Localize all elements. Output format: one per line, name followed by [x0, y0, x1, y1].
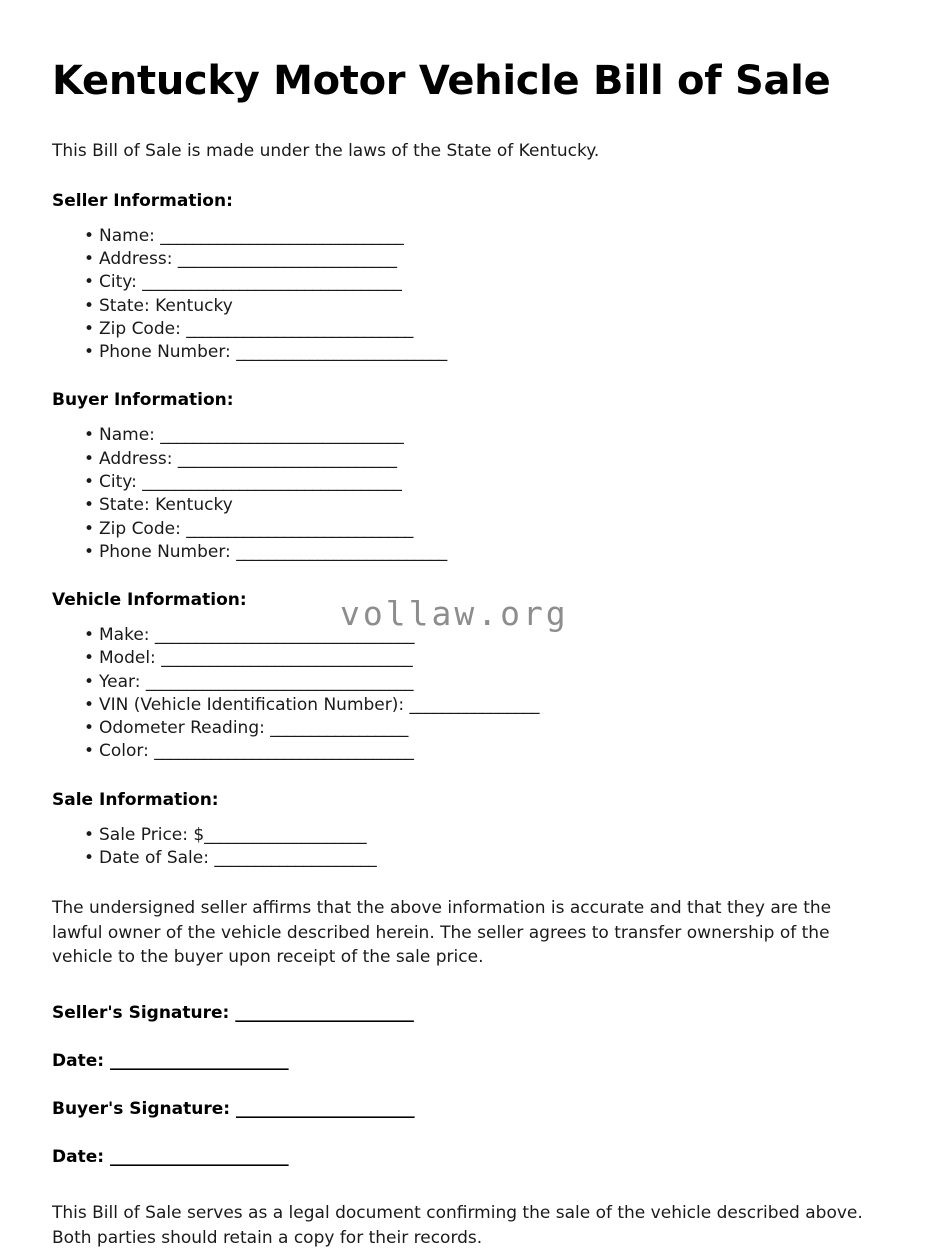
seller-date-blank[interactable]: ______________________	[109, 1051, 289, 1072]
buyer-date-blank[interactable]: ______________________	[109, 1147, 289, 1168]
field-blank[interactable]: ________________________________	[142, 272, 402, 293]
field-label: Address:	[99, 248, 178, 269]
list-item	[84, 424, 875, 447]
list-item	[84, 225, 875, 248]
field-blank[interactable]: _______________________________	[161, 648, 413, 669]
list-item	[84, 318, 875, 341]
watermark-text: vollaw.org	[340, 594, 569, 633]
buyer-signature-line	[52, 1099, 875, 1119]
page-title: Kentucky Motor Vehicle Bill of Sale	[52, 58, 831, 104]
list-item	[84, 295, 875, 318]
field-label: City:	[99, 272, 143, 293]
list-item	[84, 717, 875, 740]
field-blank[interactable]: ________________	[409, 694, 540, 715]
sale-information-list	[52, 824, 875, 871]
field-label: City:	[99, 471, 143, 492]
sale-information-heading: Sale Information:	[52, 789, 219, 810]
field-label: State: Kentucky	[99, 295, 233, 316]
field-label: Year:	[99, 671, 146, 692]
field-label: Phone Number:	[99, 541, 237, 562]
list-item	[84, 494, 875, 517]
affirmation-paragraph: The undersigned seller affirms that the above information is accurate and that they are the lawful owner of the vehicle described herein. The seller agrees to transfer ownership of the vehicle to the buyer upon receipt of the sale price.	[52, 898, 832, 967]
list-item	[84, 448, 875, 471]
seller-information-heading: Seller Information:	[52, 190, 233, 211]
list-item	[84, 694, 875, 717]
field-label: Zip Code:	[99, 518, 187, 539]
list-item	[84, 518, 875, 541]
field-blank[interactable]: __________________________	[236, 541, 447, 562]
field-blank[interactable]: ___________________________	[177, 448, 397, 469]
field-label: Zip Code:	[99, 318, 187, 339]
field-blank[interactable]: _________________	[270, 718, 408, 739]
list-item	[84, 824, 875, 847]
closing-paragraph: This Bill of Sale serves as a legal document confirming the sale of the vehicle described above. Both parties should retain a copy for their records.	[52, 1203, 863, 1248]
field-label: VIN (Vehicle Identification Number):	[99, 694, 410, 715]
buyer-information-list	[52, 424, 875, 564]
vehicle-information-heading: Vehicle Information:	[52, 590, 247, 611]
field-blank[interactable]: ____________________	[204, 824, 367, 845]
field-label: Sale Price: $	[99, 824, 205, 845]
field-blank[interactable]: _________________________________	[145, 671, 414, 692]
list-item	[84, 271, 875, 294]
seller-signature-blank[interactable]: ______________________	[235, 1003, 414, 1024]
field-label: State: Kentucky	[99, 495, 233, 516]
field-label: Odometer Reading:	[99, 718, 271, 739]
buyer-date-line	[52, 1147, 875, 1167]
intro-paragraph: This Bill of Sale is made under the laws of the State of Kentucky.	[52, 141, 600, 162]
vehicle-information-list	[52, 624, 875, 764]
field-label: Address:	[99, 448, 178, 469]
buyer-date-label: Date:	[52, 1147, 110, 1168]
buyer-signature-label: Buyer's Signature:	[52, 1099, 236, 1120]
field-label: Phone Number:	[99, 342, 237, 363]
field-blank[interactable]: ________________________________	[142, 471, 402, 492]
list-item	[84, 647, 875, 670]
field-blank[interactable]: ______________________________	[160, 225, 404, 246]
buyer-information-heading: Buyer Information:	[52, 390, 234, 411]
field-blank[interactable]: ____________________	[214, 848, 377, 869]
field-blank[interactable]: ________________________________	[154, 741, 414, 762]
list-item	[84, 624, 875, 647]
list-item	[84, 471, 875, 494]
field-label: Date of Sale:	[99, 848, 215, 869]
list-item	[84, 671, 875, 694]
seller-date-label: Date:	[52, 1051, 110, 1072]
list-item	[84, 341, 875, 364]
seller-date-line	[52, 1051, 875, 1071]
list-item	[84, 541, 875, 564]
list-item	[84, 740, 875, 763]
list-item	[84, 847, 875, 870]
field-label: Name:	[99, 425, 161, 446]
buyer-signature-blank[interactable]: ______________________	[235, 1099, 415, 1120]
seller-signature-label: Seller's Signature:	[52, 1003, 236, 1024]
field-blank[interactable]: ________________________________	[154, 625, 415, 646]
field-label: Make:	[99, 625, 155, 646]
seller-information-list	[52, 225, 875, 365]
seller-signature-line	[52, 1003, 875, 1023]
field-blank[interactable]: __________________________	[236, 342, 447, 363]
field-blank[interactable]: ____________________________	[186, 318, 414, 339]
list-item	[84, 248, 875, 271]
field-label: Model:	[99, 648, 162, 669]
field-label: Color:	[99, 741, 155, 762]
field-label: Name:	[99, 225, 161, 246]
field-blank[interactable]: ______________________________	[160, 425, 404, 446]
field-blank[interactable]: ___________________________	[177, 248, 397, 269]
field-blank[interactable]: ____________________________	[186, 518, 414, 539]
